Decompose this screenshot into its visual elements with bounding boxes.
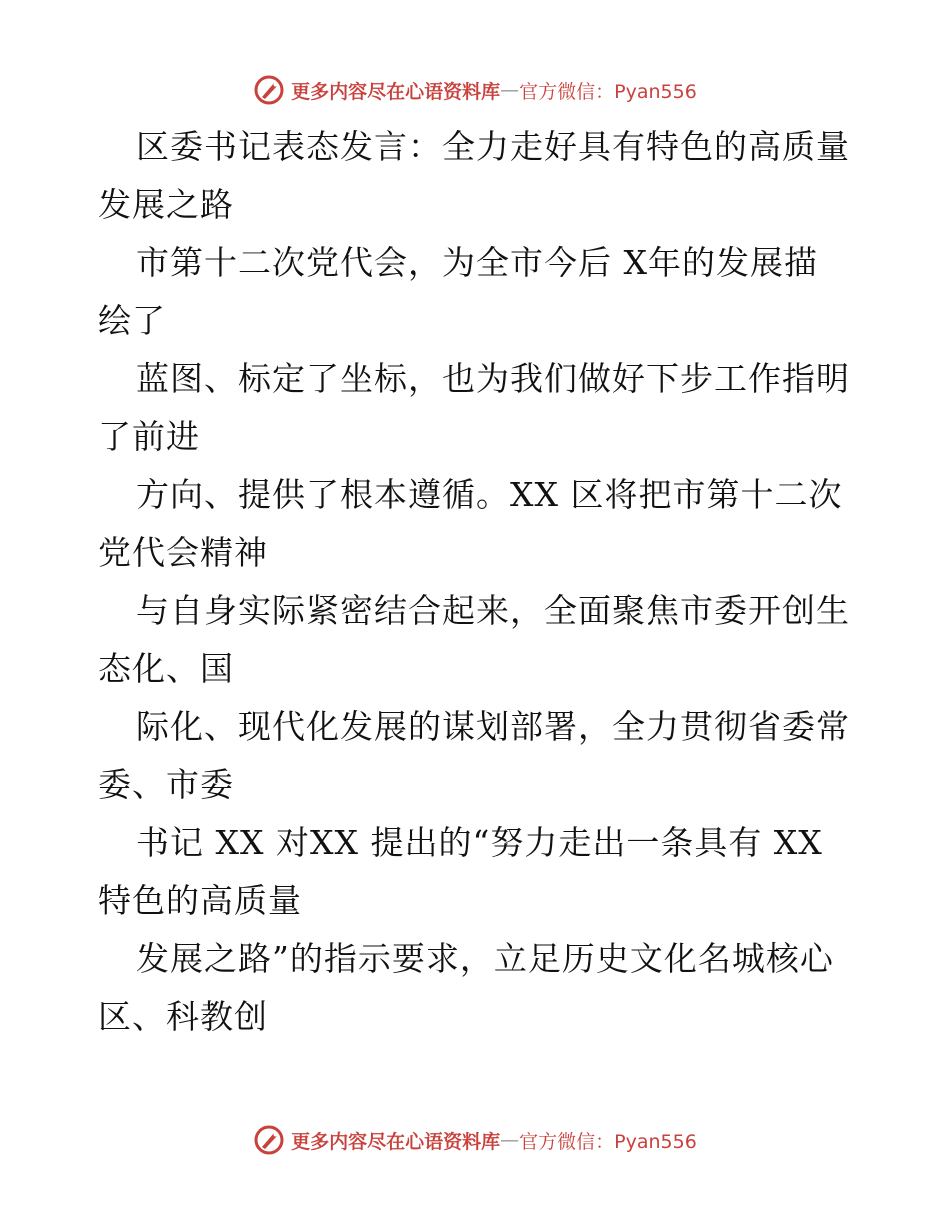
document-body <box>98 118 858 1046</box>
paragraph-line: 区、科教创 <box>98 997 268 1036</box>
banner-separator: — <box>500 1129 520 1151</box>
paragraph-line: 特色的高质量 <box>98 881 302 920</box>
banner-wechat-text: 官方微信：Pyan556 <box>519 1130 697 1153</box>
paragraph-line: 蓝图、标定了坐标，也为我们做好下步工作指明 <box>136 359 850 398</box>
header-banner <box>0 70 950 110</box>
paragraph-line: 市第十二次党代会，为全市今后 X年的发展描 <box>136 243 818 282</box>
paragraph-line: 与自身实际紧密结合起来，全面聚焦市委开创生 <box>136 591 850 630</box>
paragraph-line: 态化、国 <box>98 649 234 688</box>
pen-logo-icon <box>253 74 285 106</box>
paragraph-line: 了前进 <box>98 417 200 456</box>
document-title-line-2: 发展之路 <box>98 185 234 224</box>
banner-separator: — <box>500 79 520 101</box>
banner-site-text: 更多内容尽在心语资料库 <box>291 80 501 103</box>
paragraph-line: 党代会精神 <box>98 533 268 572</box>
paragraph-line: 际化、现代化发展的谋划部署，全力贯彻省委常 <box>136 707 850 746</box>
banner-site-text: 更多内容尽在心语资料库 <box>291 1130 501 1153</box>
document-title-line-1: 区委书记表态发言：全力走好具有特色的高质量 <box>136 127 850 166</box>
paragraph-line: 书记 XX 对XX 提出的“努力走出一条具有 XX <box>136 823 823 862</box>
paragraph-line: 绘了 <box>98 301 166 340</box>
pen-logo-icon <box>253 1124 285 1156</box>
banner-wechat-text: 官方微信：Pyan556 <box>519 80 697 103</box>
paragraph-line: 发展之路”的指示要求，立足历史文化名城核心 <box>136 939 834 978</box>
paragraph-line: 委、市委 <box>98 765 234 804</box>
paragraph-line: 方向、提供了根本遵循。XX 区将把市第十二次 <box>136 475 843 514</box>
footer-banner <box>0 1120 950 1160</box>
